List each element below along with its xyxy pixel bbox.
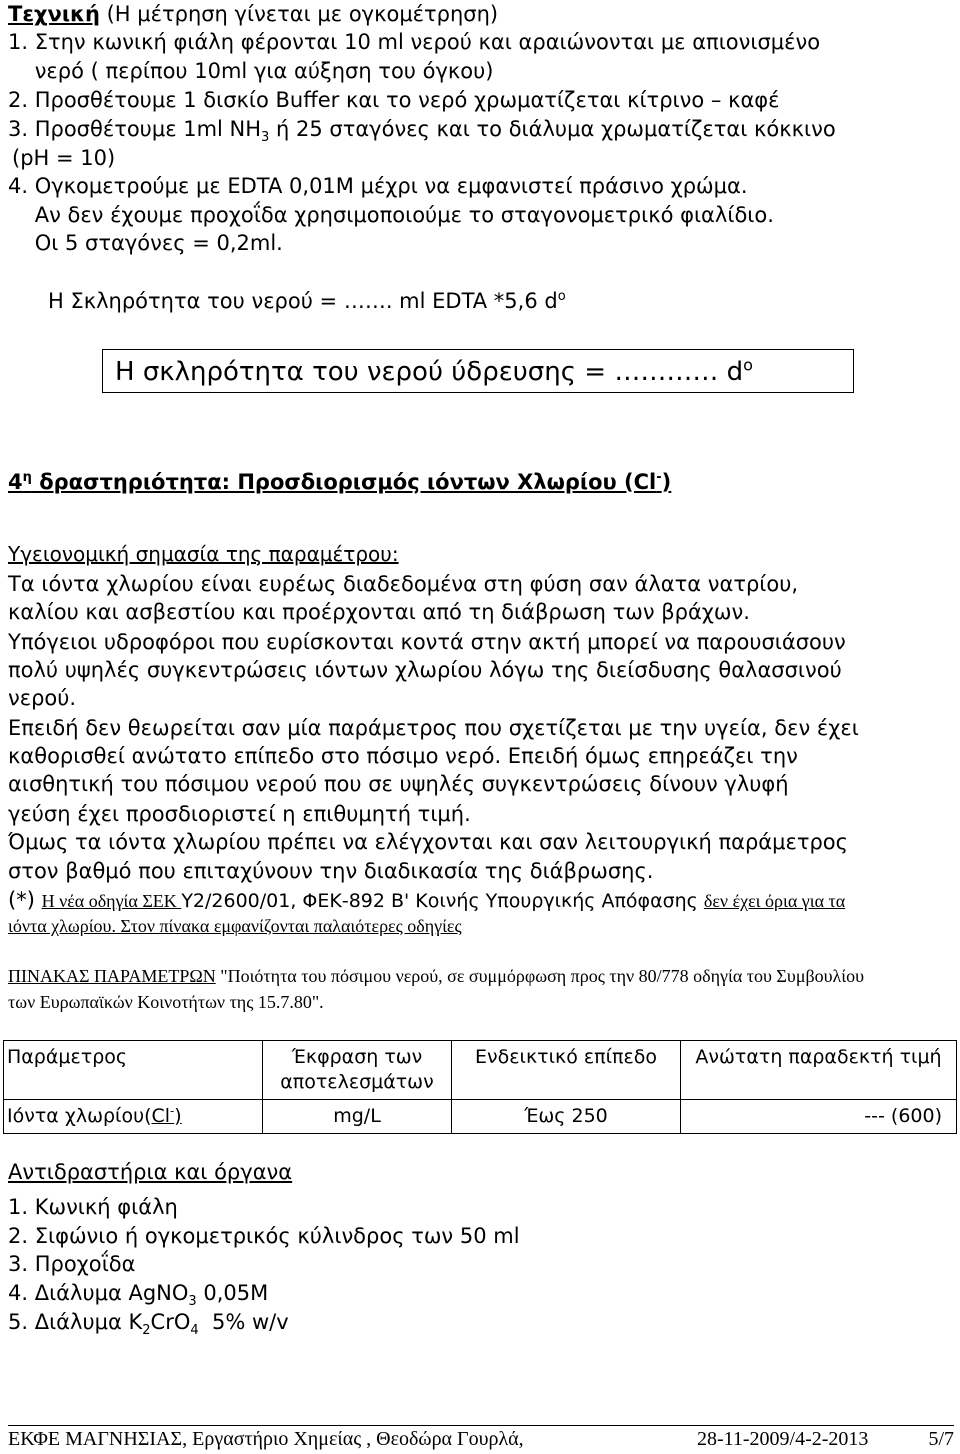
chloride-symbol-text: Cl: [151, 1105, 171, 1127]
reagents-title: Αντιδραστήρια και όργανα: [8, 1160, 293, 1184]
table-row: [4, 1100, 957, 1134]
reagent-item: 3. Προχοΐδα: [8, 1252, 136, 1276]
hardness-formula: [48, 287, 960, 315]
params-description: "Ποιότητα του πόσιμου νερού, σε συμμόρφωση προς την 80/778 οδηγία του Συμβουλίου: [215, 966, 865, 986]
activity-title: δραστηριότητα: Προσδιορισμός ιόντων Χλωρίου (Cl: [31, 470, 657, 494]
step-line: [8, 115, 954, 146]
chloride-charge: -: [656, 470, 662, 485]
technique-heading: [8, 0, 954, 28]
activity-number: 4: [8, 470, 23, 494]
body-line: νερού.: [8, 686, 77, 710]
hardness-result-box: [102, 349, 854, 393]
body-line: καθορισθεί ανώτατο επίπεδο στο πόσιμο νερό. Επειδή όμως επηρεάζει την: [8, 744, 798, 768]
reagent-text: 4. Διάλυμα AgNO: [8, 1281, 189, 1305]
step-line: Οι 5 σταγόνες = 0,2ml.: [8, 231, 283, 255]
reagent-item: [8, 1308, 954, 1339]
step-line: νερό ( περίπου 10ml για αύξηση του όγκου): [8, 59, 494, 83]
reagent-concentration: 5% w/v: [198, 1310, 289, 1334]
step3-text: 3. Προσθέτουμε 1ml NH: [8, 117, 262, 141]
reagent-subscript: 4: [190, 1323, 199, 1339]
hardness-formula-text: Η Σκληρότητα του νερού = ……. ml EDTA *5,6 d: [48, 289, 558, 313]
body-line: πολύ υψηλές συγκεντρώσεις ιόντων χλωρίου λόγω της διείσδυσης θαλασσινού: [8, 658, 842, 682]
directive-link[interactable]: Η νέα οδηγία ΣΕΚ: [41, 891, 182, 911]
reagent-item: [8, 1279, 954, 1310]
note-mark: (*): [8, 888, 35, 912]
chloride-charge: -: [170, 1103, 175, 1118]
table-cell-parameter: [4, 1100, 263, 1134]
degree-symbol: o: [557, 289, 566, 304]
table-header-cell: Ανώτατη παραδεκτή τιμή: [681, 1041, 957, 1100]
body-line: Υπόγειοι υδροφόροι που ευρίσκονται κοντά στην ακτή μπορεί να παρουσιάσουν: [8, 630, 846, 654]
reagent-subscript: 2: [142, 1323, 151, 1339]
parameters-table: [3, 1040, 957, 1134]
body-line: Όμως τα ιόντα χλωρίου πρέπει να ελέγχονται και σαν λειτουργική παράμετρος: [8, 830, 848, 854]
parameter-name: Ιόντα χλωρίου(: [7, 1105, 152, 1127]
step-line: Αν δεν έχουμε προχοΐδα χρησιμοποιούμε το σταγονομετρικό φιαλίδιο.: [8, 203, 774, 227]
directive-note-tail: δεν έχει όρια για τα: [703, 891, 846, 911]
directive-note-line2: ιόντα χλωρίου. Στον πίνακα εμφανίζονται παλαιότερες οδηγίες: [8, 916, 462, 936]
params-caption: [8, 963, 954, 989]
reagent-item: 2. Σιφώνιο ή ογκομετρικός κύλινδρος των 50 ml: [8, 1224, 520, 1248]
chloride-symbol: [152, 1105, 182, 1127]
step-line: (pH = 10): [12, 146, 116, 170]
params-caption-line2: των Ευρωπαϊκών Κοινοτήτων της 15.7.80".: [8, 992, 324, 1012]
activity-number-suffix: η: [22, 470, 32, 485]
reagent-subscript: 3: [188, 1294, 197, 1310]
table-header-cell: Έκφραση των αποτελεσμάτων: [263, 1041, 452, 1100]
degree-symbol: o: [743, 355, 753, 375]
body-line: γεύση έχει προσδιοριστεί η επιθυμητή τιμή.: [8, 802, 471, 826]
reagent-item: 1. Κωνική φιάλη: [8, 1195, 178, 1219]
step-line: 1. Στην κωνική φιάλη φέρονται 10 ml νερού και αραιώνονται με απιονισμένο: [8, 30, 821, 54]
technique-title: Τεχνική: [8, 2, 100, 26]
activity4-heading: [8, 470, 954, 494]
reagent-text: 5. Διάλυμα K: [8, 1310, 143, 1334]
step3-subscript: 3: [261, 130, 270, 146]
health-significance-title: Υγειονομική σημασία της παραμέτρου:: [8, 542, 399, 566]
parameter-name-end: ): [174, 1105, 182, 1127]
hardness-result-text: [115, 357, 753, 387]
reagent-concentration: 0,05M: [196, 1281, 269, 1305]
page-footer: [8, 1425, 954, 1451]
body-line: Επειδή δεν θεωρείται σαν μία παράμετρος που σχετίζεται με την υγεία, δεν έχει: [8, 716, 859, 740]
params-label: ΠΙΝΑΚΑΣ ΠΑΡΑΜΕΤΡΩΝ: [8, 966, 216, 986]
directive-note: [8, 886, 954, 915]
table-header-cell: Παράμετρος: [4, 1041, 263, 1100]
directive-reference: Υ2/2600/01, ΦΕΚ-892 Β' Κοινής Υπουργικής Απόφασης: [181, 890, 704, 912]
body-line: Τα ιόντα χλωρίου είναι ευρέως διαδεδομένα στη φύση σαν άλατα νατρίου,: [8, 572, 799, 596]
activity-title-end: ): [661, 470, 672, 494]
body-line: καλίου και ασβεστίου και προέρχονται από τη διάβρωση των βράχων.: [8, 600, 750, 624]
technique-subtitle: (Η μέτρηση γίνεται με ογκομέτρηση): [99, 2, 499, 26]
step-line: 4. Ογκομετρούμε με EDTA 0,01M μέχρι να εμφανιστεί πράσινο χρώμα.: [8, 174, 748, 198]
step3-text-rest: ή 25 σταγόνες και το διάλυμα χρωματίζεται κόκκινο: [269, 117, 836, 141]
table-cell-max: --- (600): [681, 1100, 957, 1134]
footer-date: 28-11-2009/4-2-2013: [696, 1428, 869, 1450]
table-header-row: [4, 1041, 957, 1100]
hardness-result-label: Η σκληρότητα του νερού ύδρευσης = ………… d: [115, 357, 744, 387]
table-header-cell: Ενδεικτικό επίπεδο: [452, 1041, 681, 1100]
body-line: αισθητική του πόσιμου νερού που σε υψηλές συγκεντρώσεις δίνουν γλυφή: [8, 772, 789, 796]
reagent-text: CrO: [150, 1310, 191, 1334]
table-cell-unit: mg/L: [263, 1100, 452, 1134]
footer-organization: ΕΚΦΕ ΜΑΓΝΗΣΙΑΣ, Εργαστήριο Χημείας , Θεοδώρα Γουρλά,: [8, 1428, 524, 1450]
body-line: στον βαθμό που επιταχύνουν την διαδικασία της διάβρωσης.: [8, 859, 654, 883]
page-number: 5/7: [928, 1428, 954, 1450]
table-cell-level: Έως 250: [452, 1100, 681, 1134]
step-line: 2. Προσθέτουμε 1 δισκίο Buffer και το νερό χρωματίζεται κίτρινο – καφέ: [8, 88, 780, 112]
